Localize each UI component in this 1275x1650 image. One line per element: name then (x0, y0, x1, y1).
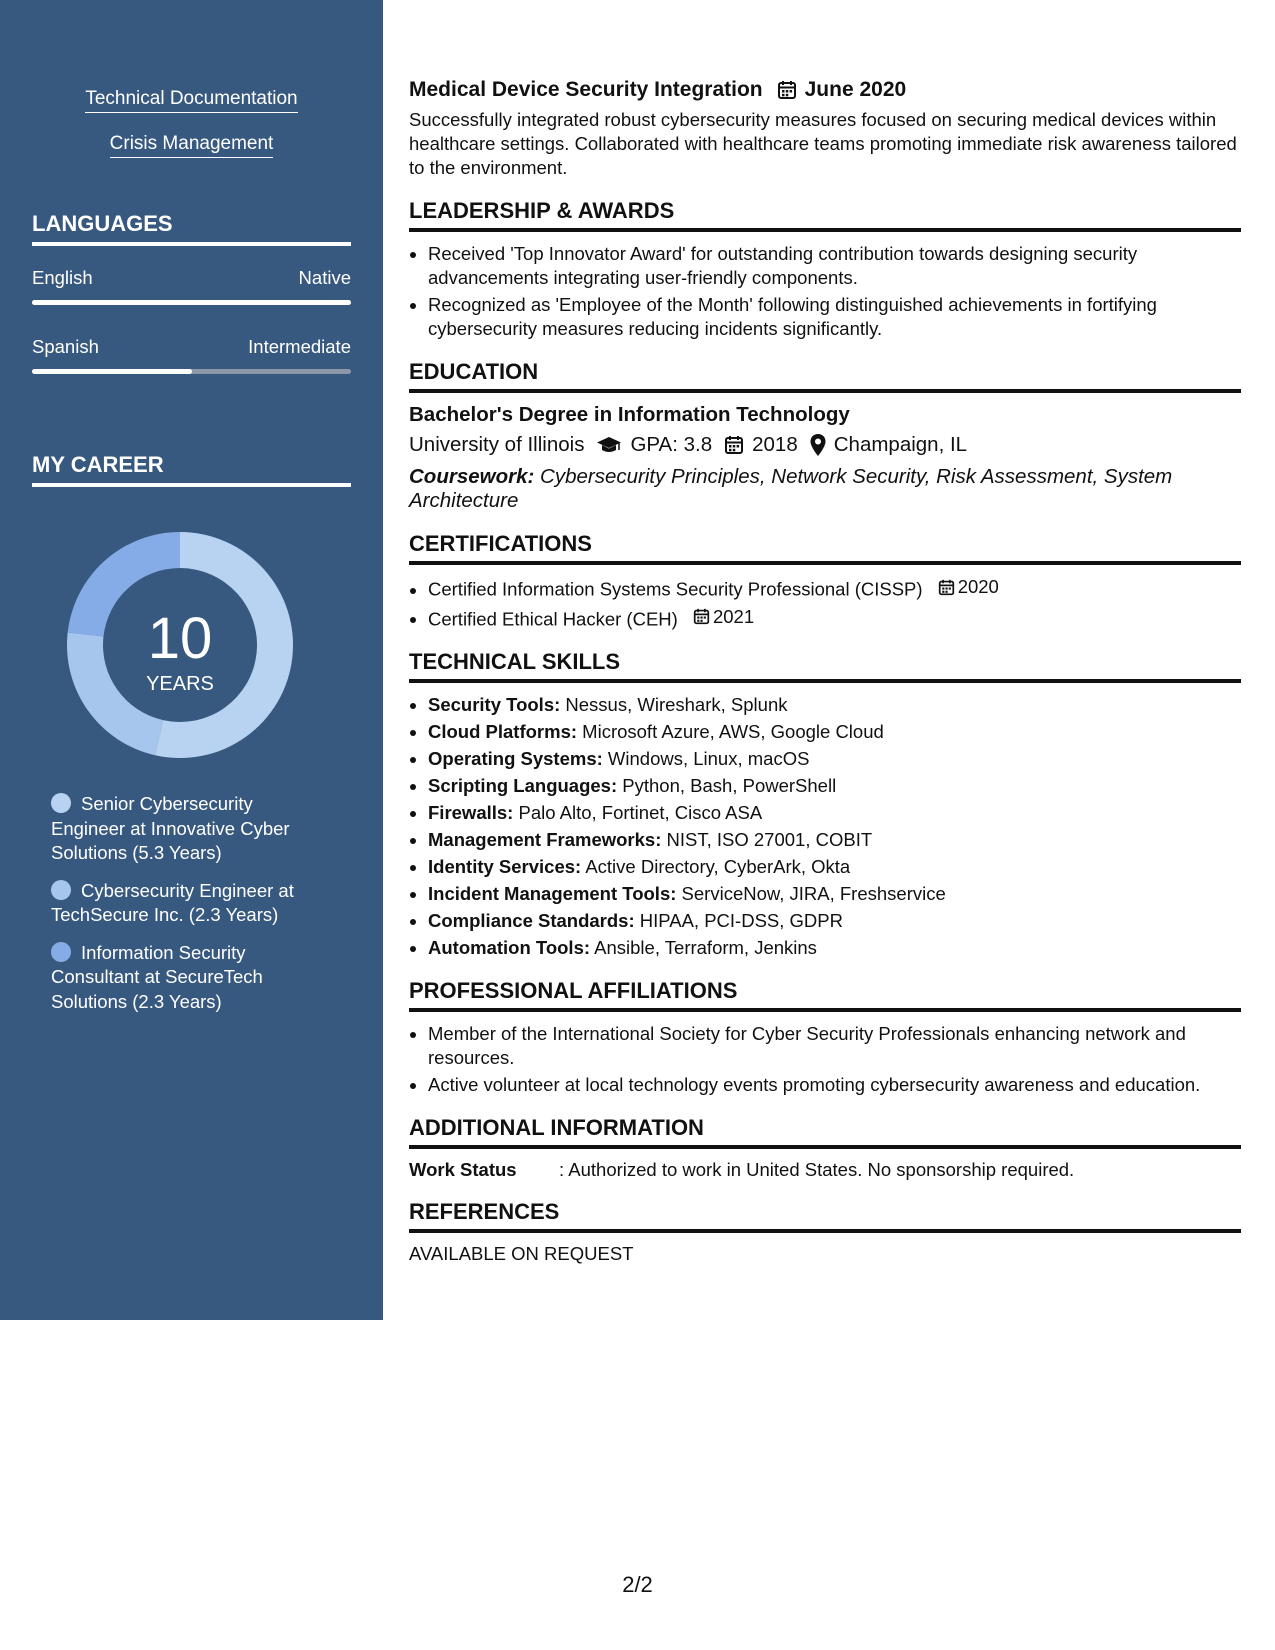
language-level: Native (298, 267, 351, 288)
graduation-cap-icon (596, 435, 622, 455)
education-coursework (409, 465, 1241, 513)
skill-values: Active Directory, CyberArk, Okta (585, 856, 851, 877)
career-item (51, 792, 321, 866)
language-proficiency-fill (32, 369, 192, 374)
career-list (51, 792, 321, 1027)
skill-row (428, 801, 1241, 825)
skill-row (428, 882, 1241, 906)
skill-category: Firewalls: (428, 802, 514, 823)
references-heading: REFERENCES (409, 1199, 1241, 1233)
language-proficiency-bar (32, 300, 351, 305)
project-header (409, 78, 1241, 102)
skill-row (428, 828, 1241, 852)
skill-category: Security Tools: (428, 694, 561, 715)
list-item: • Member of the International Society for Cyber Security Professionals enhancing network and resources. (428, 1022, 1241, 1070)
languages-heading: LANGUAGES (32, 211, 351, 246)
education-meta (409, 433, 1241, 457)
skill-values: Ansible, Terraform, Jenkins (594, 937, 817, 958)
certification-name: Certified Information Systems Security Professional (CISSP) (428, 578, 923, 600)
language-proficiency-bar (32, 369, 351, 374)
certifications-heading: CERTIFICATIONS (409, 531, 1241, 565)
language-spanish (32, 336, 351, 374)
skill-values: Python, Bash, PowerShell (622, 775, 837, 796)
education-year: 2018 (752, 433, 798, 456)
skill-link-crisis-management: Crisis Management (110, 133, 274, 158)
career-total-unit: YEARS (146, 673, 214, 695)
skill-values: Palo Alto, Fortinet, Cisco ASA (518, 802, 763, 823)
skill-link-technical-documentation: Technical Documentation (85, 88, 297, 113)
main-content (409, 78, 1241, 1265)
skill-values: Nessus, Wireshark, Splunk (565, 694, 788, 715)
skill-values: HIPAA, PCI-DSS, GDPR (639, 910, 843, 931)
education-location: Champaign, IL (833, 433, 968, 456)
skill-category: Compliance Standards: (428, 910, 635, 931)
list-item: • Recognized as 'Employee of the Month' following distinguished achievements in fortifying cybersecurity measures reducing incidents significantly. (428, 293, 1241, 341)
work-status-value: : Authorized to work in United States. No sponsorship required. (559, 1159, 1075, 1180)
skill-category: Automation Tools: (428, 937, 591, 958)
skills-list (409, 693, 1241, 960)
location-pin-icon (810, 434, 826, 456)
affiliations-heading: PROFESSIONAL AFFILIATIONS (409, 978, 1241, 1012)
certification-name: Certified Ethical Hacker (CEH) (428, 608, 678, 629)
skill-row (428, 909, 1241, 933)
list-item (428, 575, 1241, 602)
certification-year: 2021 (712, 605, 755, 627)
skill-category: Incident Management Tools: (428, 883, 677, 904)
education-degree: Bachelor's Degree in Information Technology (409, 403, 850, 426)
page-number: 2/2 (622, 1572, 653, 1597)
skill-category: Scripting Languages: (428, 775, 618, 796)
language-english (32, 267, 351, 305)
skill-row (428, 720, 1241, 744)
career-total-years: 10 (147, 606, 213, 671)
certification-year: 2020 (957, 576, 999, 597)
skill-values: Windows, Linux, macOS (607, 748, 810, 769)
list-item: • Received 'Top Innovator Award' for outstanding contribution towards designing security advancements integrating user-friendly components. (428, 242, 1241, 290)
project-description: Successfully integrated robust cybersecurity measures focused on securing medical devices within healthcare settings. Collaborated with healthcare teams promoting immediate risk awareness tailored to the environment. (409, 109, 1237, 178)
skill-category: Cloud Platforms: (428, 721, 578, 742)
leadership-heading: LEADERSHIP & AWARDS (409, 198, 1241, 232)
skill-row (428, 774, 1241, 798)
career-dot-icon (51, 793, 71, 813)
skill-row (428, 936, 1241, 960)
coursework-list: Cybersecurity Principles, Network Security, Risk Assessment, System Architecture (409, 465, 1173, 512)
references-text: AVAILABLE ON REQUEST (409, 1243, 634, 1264)
career-item-label: Information Security Consultant at SecureTech Solutions (2.3 Years) (51, 941, 263, 1012)
language-name: English (32, 267, 93, 288)
education-gpa: GPA: 3.8 (630, 433, 713, 456)
list-item (428, 605, 1241, 632)
career-dot-icon (51, 880, 71, 900)
career-item-label: Cybersecurity Engineer at TechSecure Inc. (2.3 Years) (51, 879, 294, 925)
skill-values: ServiceNow, JIRA, Freshservice (681, 883, 946, 904)
skill-category: Identity Services: (428, 856, 582, 877)
language-proficiency-fill (32, 300, 351, 305)
calendar-icon (777, 80, 797, 100)
coursework-label: Coursework: (409, 465, 535, 488)
list-item: • Active volunteer at local technology events promoting cybersecurity awareness and education. (428, 1073, 1241, 1097)
skill-values: NIST, ISO 27001, COBIT (666, 829, 873, 850)
calendar-icon (938, 579, 955, 596)
education-heading: EDUCATION (409, 359, 1241, 393)
career-item-label: Senior Cybersecurity Engineer at Innovative Cyber Solutions (5.3 Years) (51, 793, 290, 863)
skill-category: Operating Systems: (428, 748, 603, 769)
calendar-icon (724, 435, 744, 455)
work-status-label: Work Status (409, 1159, 517, 1180)
career-item (51, 879, 321, 928)
skill-row (428, 693, 1241, 717)
skill-values: Microsoft Azure, AWS, Google Cloud (582, 721, 884, 742)
project-title: Medical Device Security Integration (409, 78, 763, 101)
language-level: Intermediate (248, 336, 351, 357)
skill-category: Management Frameworks: (428, 829, 662, 850)
language-name: Spanish (32, 336, 99, 357)
sidebar (0, 0, 383, 1320)
additional-info-heading: ADDITIONAL INFORMATION (409, 1115, 1241, 1149)
skills-heading: TECHNICAL SKILLS (409, 649, 1241, 683)
affiliations-list (409, 1022, 1241, 1097)
calendar-icon (693, 608, 710, 625)
career-heading: MY CAREER (32, 452, 351, 487)
education-school: University of Illinois (409, 433, 585, 456)
career-donut-chart (65, 530, 295, 760)
leadership-list (409, 242, 1241, 341)
career-item (51, 941, 321, 1015)
certifications-list (409, 575, 1241, 631)
project-date: June 2020 (804, 78, 907, 101)
career-dot-icon (51, 942, 71, 962)
skill-row (428, 747, 1241, 771)
skill-row (428, 855, 1241, 879)
work-status-row (409, 1159, 1241, 1181)
